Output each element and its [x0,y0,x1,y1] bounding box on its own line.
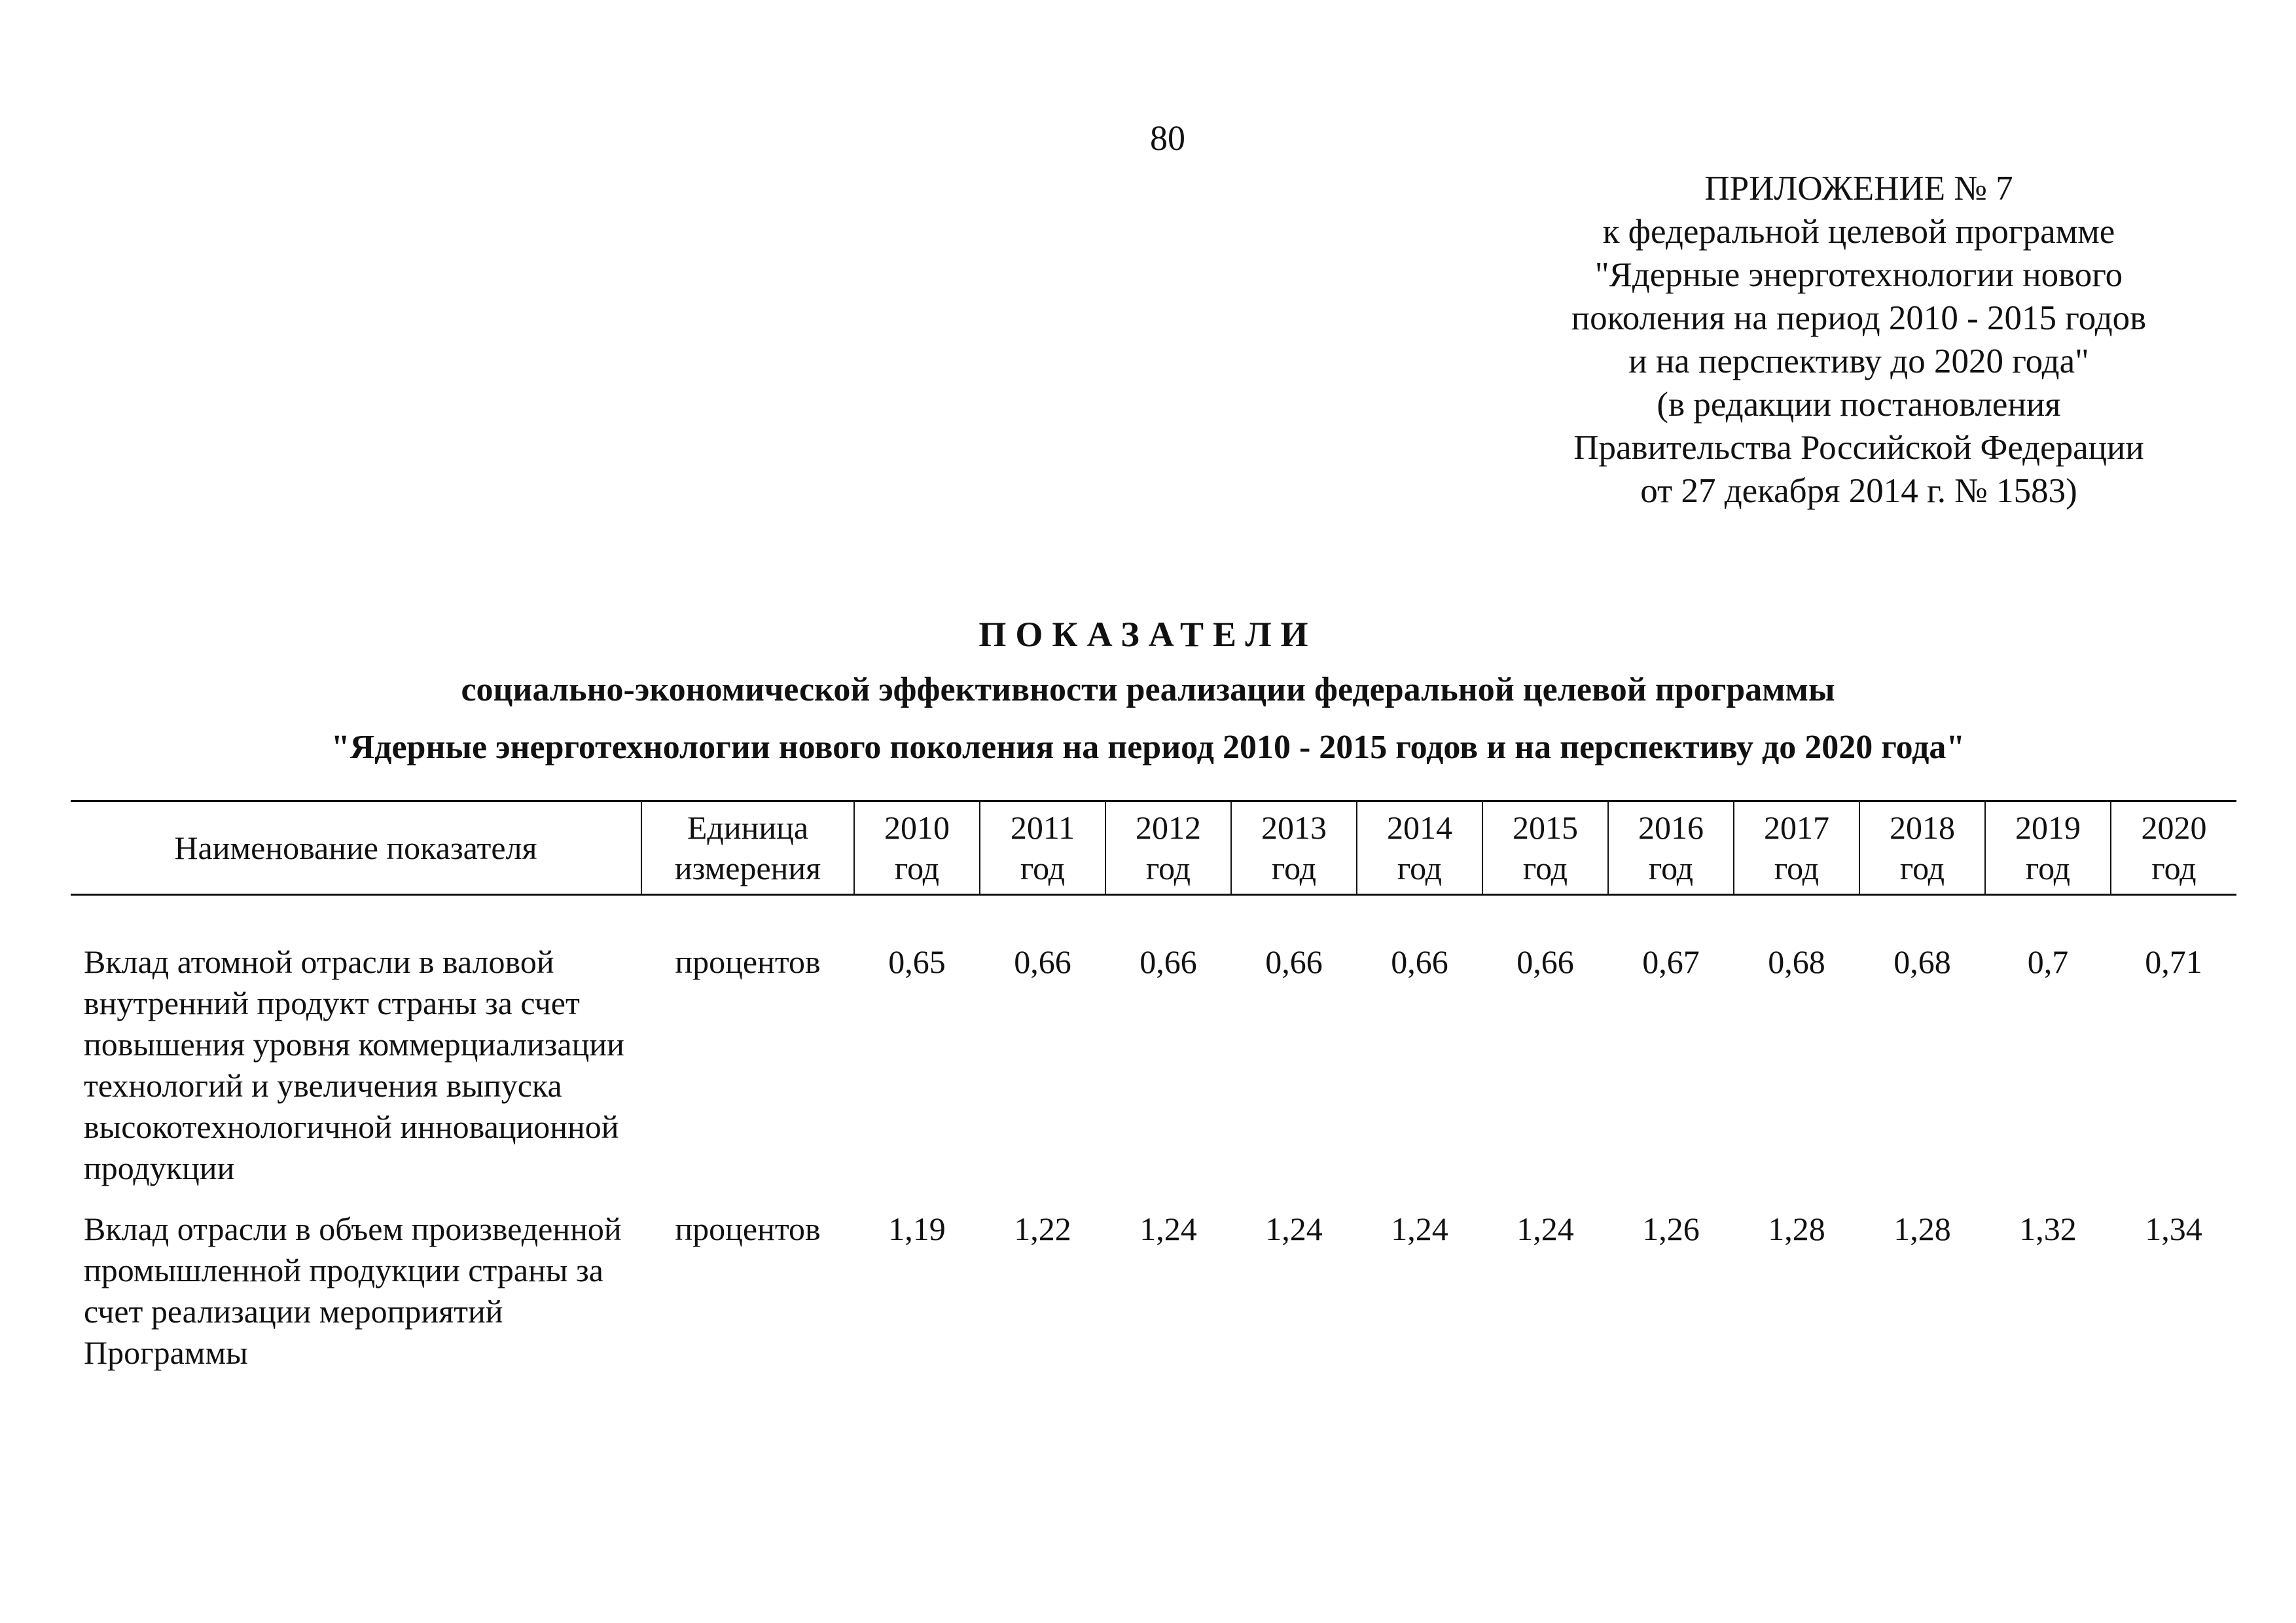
header-year-suffix: год [1271,850,1317,886]
appendix-line: "Ядерные энерготехнологии нового [1594,256,2123,294]
appendix-line: от 27 декабря 2014 г. № 1583) [1640,472,2077,510]
header-year [1985,801,2111,895]
header-year [1231,801,1357,895]
indicator-name: Вклад атомной отрасли в валовой внутренний продукт страны за счет повышения уровня коммерциализации технологий и увеличения выпуска высокотехнологичной инновационной продукции [84,943,624,1186]
header-year-value: 2011 [1010,809,1075,846]
appendix-line: Правительства Российской Федерации [1573,429,2144,467]
indicator-value: 0,71 [2145,943,2202,980]
appendix-line: и на перспективу до 2020 года" [1628,342,2089,380]
indicator-value: 1,28 [1768,1211,1825,1247]
header-year [1482,801,1608,895]
indicator-value: 1,28 [1893,1211,1951,1247]
header-year [1734,801,1859,895]
document-subtitle [0,661,2296,776]
indicator-unit: процентов [675,943,821,980]
table-header-row [71,801,2236,895]
indicator-value: 0,7 [2027,943,2069,980]
indicator-value: 0,65 [888,943,946,980]
header-year-value: 2020 [2141,809,2207,846]
header-year-suffix: год [1899,850,1945,886]
header-unit [641,801,854,895]
header-year-value: 2012 [1136,809,1201,846]
header-year [980,801,1105,895]
appendix-line: ПРИЛОЖЕНИЕ № 7 [1704,170,2013,208]
header-year-value: 2019 [2015,809,2081,846]
header-year-suffix: год [894,850,940,886]
header-year-value: 2017 [1764,809,1829,846]
header-year-suffix: год [2025,850,2071,886]
indicator-value: 0,66 [1265,943,1323,980]
header-year-value: 2013 [1261,809,1327,846]
header-year [1105,801,1231,895]
header-year-suffix: год [1020,850,1066,886]
indicator-value: 1,24 [1391,1211,1448,1247]
indicator-name: Вклад отрасли в объем произведенной промышленной продукции страны за счет реализации мероприятий Программы [84,1211,622,1371]
indicator-value: 0,66 [1139,943,1197,980]
header-year [2111,801,2236,895]
indicator-value: 1,32 [2019,1211,2077,1247]
header-unit-line: измерения [674,850,821,886]
table-row [71,895,2236,1190]
header-year-value: 2018 [1890,809,1955,846]
page-number: 80 [1150,119,1185,158]
indicator-value: 1,22 [1014,1211,1071,1247]
header-year-value: 2014 [1387,809,1452,846]
header-year [1608,801,1734,895]
indicator-value: 1,24 [1516,1211,1574,1247]
indicator-value: 0,66 [1516,943,1574,980]
appendix-line: поколения на период 2010 - 2015 годов [1571,299,2147,337]
header-year [854,801,980,895]
indicator-value: 0,68 [1768,943,1825,980]
appendix-header [1499,167,2219,513]
indicator-value: 0,66 [1014,943,1071,980]
indicator-value: 1,34 [2145,1211,2202,1247]
header-year-value: 2016 [1638,809,1704,846]
appendix-line: к федеральной целевой программе [1602,213,2115,251]
header-year-suffix: год [2151,850,2197,886]
indicators-table [71,800,2236,1374]
header-year-value: 2010 [884,809,950,846]
indicator-value: 0,66 [1391,943,1448,980]
header-year-suffix: год [1397,850,1443,886]
header-year-suffix: год [1648,850,1694,886]
indicator-value: 1,19 [888,1211,946,1247]
indicator-value: 0,67 [1642,943,1700,980]
header-year-suffix: год [1774,850,1820,886]
indicator-value: 0,68 [1893,943,1951,980]
header-unit-line: Единица [687,809,809,846]
indicator-value: 1,26 [1642,1211,1700,1247]
header-year-value: 2015 [1513,809,1578,846]
indicator-value: 1,24 [1139,1211,1197,1247]
indicator-unit: процентов [675,1211,821,1247]
table-row [71,1189,2236,1374]
appendix-line: (в редакции постановления [1657,386,2061,424]
header-year-suffix: год [1145,850,1191,886]
document-title: ПОКАЗАТЕЛИ [978,615,1318,654]
indicator-value: 1,24 [1265,1211,1323,1247]
subtitle-line: "Ядерные энерготехнологии нового поколения на период 2010 - 2015 годов и на перспективу до 2020 года" [331,729,1965,766]
header-year [1859,801,1985,895]
header-year-suffix: год [1522,850,1568,886]
subtitle-line: социально-экономической эффективности реализации федеральной целевой программы [461,671,1835,708]
header-year [1357,801,1482,895]
header-name: Наименование показателя [71,801,641,895]
